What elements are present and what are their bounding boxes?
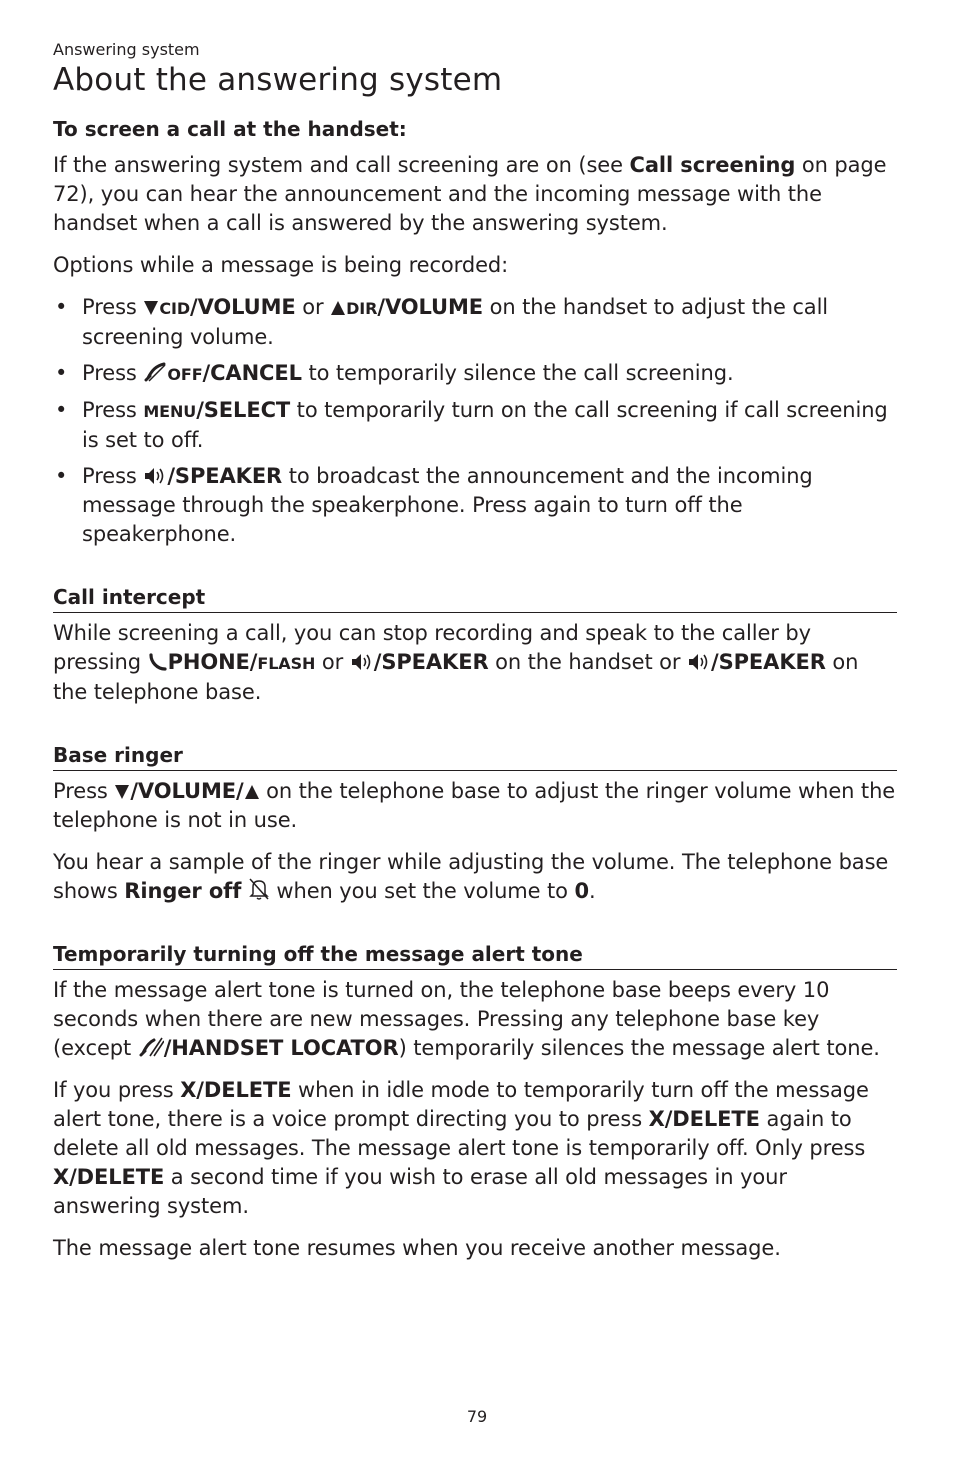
text: If the message alert tone is turned on, the telephone base beeps every 10 seconds when there are new messages. Pressing any telephone base key (except (53, 978, 830, 1060)
base-ringer-heading: Base ringer (53, 741, 897, 771)
key-label: DIR (346, 299, 378, 318)
screen-call-subhead: To screen a call at the handset: (53, 117, 407, 141)
phone-handset-icon (148, 652, 168, 672)
speaker-icon (143, 466, 167, 486)
options-intro: Options while a message is being recorded: (53, 253, 509, 277)
alert-tone-paragraph-2 (53, 1076, 897, 1221)
text: Press (82, 295, 144, 319)
call-intercept-paragraph (53, 619, 897, 707)
text: on page 72), you can hear the announcement and the incoming message with the handset when a call is answered by the answering system. (53, 153, 887, 235)
bell-off-icon (248, 877, 270, 901)
up-triangle-icon (244, 783, 260, 801)
down-triangle-icon (114, 783, 130, 801)
ringer-off-paragraph (53, 848, 897, 906)
text: While screening a call, you can stop recording and speak to the caller by pressing (53, 621, 811, 674)
key-label: /SPEAKER (373, 650, 489, 674)
text: to broadcast the announcement and the incoming message through the speakerphone. Press again to turn off the speakerphone. (82, 464, 813, 546)
key-label: FLASH (257, 654, 316, 673)
list-item (53, 396, 897, 455)
text: or (315, 650, 350, 674)
call-screening-ref: Call screening (629, 153, 796, 177)
text: Press (82, 464, 144, 488)
alert-tone-heading: Temporarily turning off the message alert tone (53, 940, 897, 970)
bullet: • (55, 295, 68, 319)
bullet: • (55, 398, 68, 422)
text: If you press (53, 1078, 181, 1102)
screen-intro-paragraph (53, 151, 897, 238)
key-label: /SELECT (196, 398, 291, 422)
text: when in idle mode to temporarily turn off the message alert tone, there is a voice prompt directing you to press (53, 1078, 869, 1131)
speaker-icon (687, 652, 711, 672)
text: . (589, 879, 596, 903)
key-label: X/DELETE (648, 1107, 760, 1131)
key-label: /VOLUME (190, 295, 296, 319)
text: again to delete all old messages. The message alert tone is temporarily off. Only press (53, 1107, 866, 1160)
key-label: /VOLUME/ (130, 779, 244, 803)
alert-tone-paragraph-1 (53, 976, 897, 1063)
key-label: MENU (143, 402, 197, 421)
text: If the answering system and call screening are on (see (53, 153, 630, 177)
text: on the telephone base. (53, 650, 859, 704)
handset-locator-icon (138, 1036, 164, 1058)
key-label: PHONE/ (167, 650, 258, 674)
alert-tone-section (53, 940, 897, 1263)
bullet: • (55, 464, 68, 488)
text: to temporarily silence the call screening. (301, 361, 734, 385)
ringer-off-label: Ringer off (124, 879, 242, 903)
text: ) temporarily silences the message alert tone. (398, 1036, 880, 1060)
page-title: About the answering system (53, 62, 503, 98)
key-label: CID (159, 299, 191, 318)
base-ringer-paragraph (53, 777, 897, 835)
page-number: 79 (466, 1407, 488, 1426)
key-label: /SPEAKER (711, 650, 826, 674)
call-intercept-heading: Call intercept (53, 583, 897, 613)
key-label: /CANCEL (202, 361, 302, 385)
bullet: • (55, 361, 68, 385)
text: when you set the volume to (269, 879, 575, 903)
alert-tone-paragraph-3: The message alert tone resumes when you receive another message. (53, 1236, 781, 1260)
text: to temporarily turn on the call screening if call screening is set to off. (82, 398, 888, 452)
key-label: /HANDSET LOCATOR (163, 1036, 399, 1060)
key-label: /SPEAKER (167, 464, 283, 488)
phone-off-icon (143, 361, 167, 383)
text: Press (53, 779, 115, 803)
up-triangle-icon (330, 299, 346, 317)
speaker-icon (350, 652, 374, 672)
text: Press (82, 398, 144, 422)
key-label: OFF (167, 365, 203, 384)
text: on the handset or (488, 650, 688, 674)
text: a second time if you wish to erase all old messages in your answering system. (53, 1165, 787, 1218)
key-label: /VOLUME (377, 295, 484, 319)
text: You hear a sample of the ringer while adjusting the volume. The telephone base shows (53, 850, 889, 903)
text: Press (82, 361, 144, 385)
list-item (53, 462, 897, 549)
key-label: X/DELETE (53, 1165, 165, 1189)
base-ringer-section (53, 741, 897, 906)
text: on the handset to adjust the call screening volume. (82, 295, 829, 349)
page-content (53, 38, 897, 1276)
text: or (295, 295, 331, 319)
volume-value: 0 (574, 879, 590, 903)
text: on the telephone base to adjust the ringer volume when the telephone is not in use. (53, 779, 896, 832)
options-list (53, 293, 897, 549)
call-intercept-section (53, 583, 897, 707)
down-triangle-icon (143, 299, 159, 317)
key-label: X/DELETE (180, 1078, 292, 1102)
list-item (53, 359, 897, 389)
list-item (53, 293, 897, 352)
section-label: Answering system (53, 40, 200, 59)
